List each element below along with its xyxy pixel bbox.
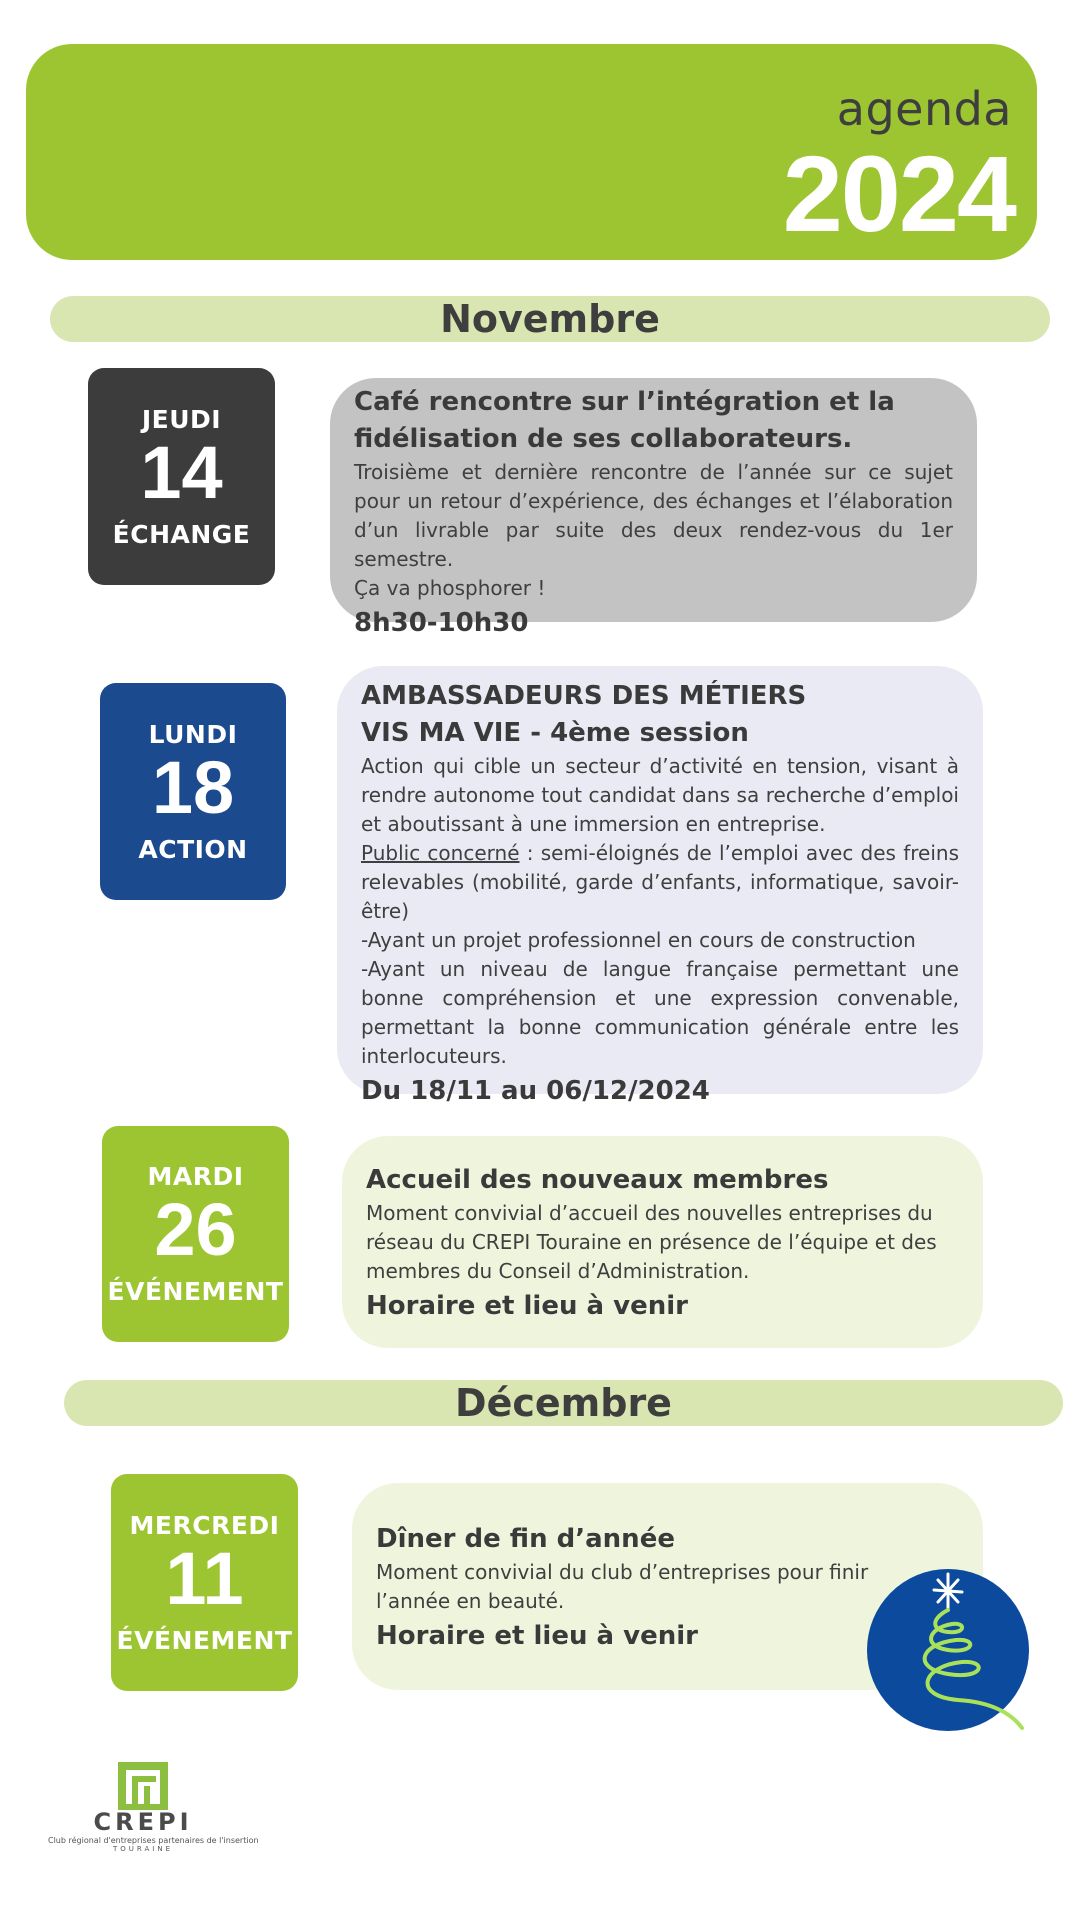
date-card-mardi-26: [102, 1126, 289, 1342]
public-label: Public concerné: [361, 841, 520, 865]
logo-subtitle: Club régional d'entreprises partenaires de l'insertion: [48, 1836, 259, 1845]
event-time: Du 18/11 au 06/12/2024: [361, 1076, 710, 1106]
event-title: Dîner de fin d’année: [376, 1524, 675, 1554]
date-day: JEUDI: [141, 404, 222, 434]
event-extra: Ça va phosphorer !: [354, 576, 546, 600]
agenda-year: 2024: [782, 133, 1015, 254]
event-bubble-accueil: [342, 1136, 983, 1348]
date-day: LUNDI: [148, 719, 238, 749]
event-bullet-1: -Ayant un projet professionnel en cours de construction: [361, 928, 916, 952]
event-bullet-2: -Ayant un niveau de langue française permettant une bonne compréhension et une expression convenable, permettant la bonne communication générale entre les interlocuteurs.: [361, 957, 959, 1068]
date-card-jeudi-14: [88, 368, 275, 585]
agenda-header: [26, 44, 1037, 260]
christmas-tree-icon: [862, 1568, 1042, 1738]
date-number: 14: [140, 430, 223, 514]
event-title-line2: VIS MA VIE - 4ème session: [361, 718, 749, 748]
event-time: Horaire et lieu à venir: [366, 1291, 688, 1321]
date-kind: ACTION: [138, 834, 248, 864]
event-description: Moment convivial du club d’entreprises pour finir l’année en beauté.: [376, 1560, 869, 1613]
event-title: Café rencontre sur l’intégration et la fidélisation de ses collaborateurs.: [354, 387, 895, 454]
event-bubble-ambassadeurs: [337, 666, 983, 1106]
month-bar-november: [50, 296, 1050, 342]
crepi-logo: [48, 1808, 259, 1853]
event-description: Action qui cible un secteur d’activité en tension, visant à rendre autonome tout candidat dans sa recherche d’emploi et aboutissant à une immersion en entreprise.: [361, 754, 959, 836]
date-number: 26: [154, 1188, 237, 1271]
month-title: Décembre: [455, 1381, 672, 1425]
event-bubble-cafe-rencontre: [330, 378, 977, 638]
event-time: 8h30-10h30: [354, 608, 529, 638]
month-bar-december: [64, 1380, 1063, 1426]
event-time: Horaire et lieu à venir: [376, 1621, 698, 1651]
date-kind: ÉCHANGE: [112, 519, 251, 549]
date-day: MARDI: [147, 1162, 244, 1191]
public-text: : semi-éloignés de l’emploi avec des freins relevables (mobilité, garde d’enfants, informatique, savoir-être): [361, 841, 960, 923]
date-number: 18: [151, 745, 235, 829]
event-public: [361, 839, 959, 926]
date-kind: ÉVÉNEMENT: [116, 1625, 293, 1655]
date-day: MERCREDI: [129, 1510, 280, 1540]
month-title: Novembre: [440, 297, 660, 341]
agenda-label: agenda: [836, 82, 1012, 136]
date-card-lundi-18: [100, 683, 286, 900]
event-description: Troisième et dernière rencontre de l’année sur ce sujet pour un retour d’expérience, des échanges et l’élaboration d’un livrable par suite des deux rendez-vous du 1er semestre.: [354, 460, 953, 571]
logo-name: CREPI: [93, 1808, 193, 1836]
event-title-line1: AMBASSADEURS DES MÉTIERS: [361, 681, 807, 711]
date-number: 11: [165, 1536, 244, 1620]
event-title: Accueil des nouveaux membres: [366, 1165, 829, 1195]
crepi-logo-icon: [118, 1762, 168, 1810]
date-card-mercredi-11: [111, 1474, 298, 1691]
logo-region: TOURAINE: [112, 1845, 173, 1853]
date-kind: ÉVÉNEMENT: [107, 1277, 284, 1306]
event-description: Moment convivial d’accueil des nouvelles entreprises du réseau du CREPI Touraine en présence de l’équipe et des membres du Conseil d’Administration.: [366, 1201, 937, 1283]
